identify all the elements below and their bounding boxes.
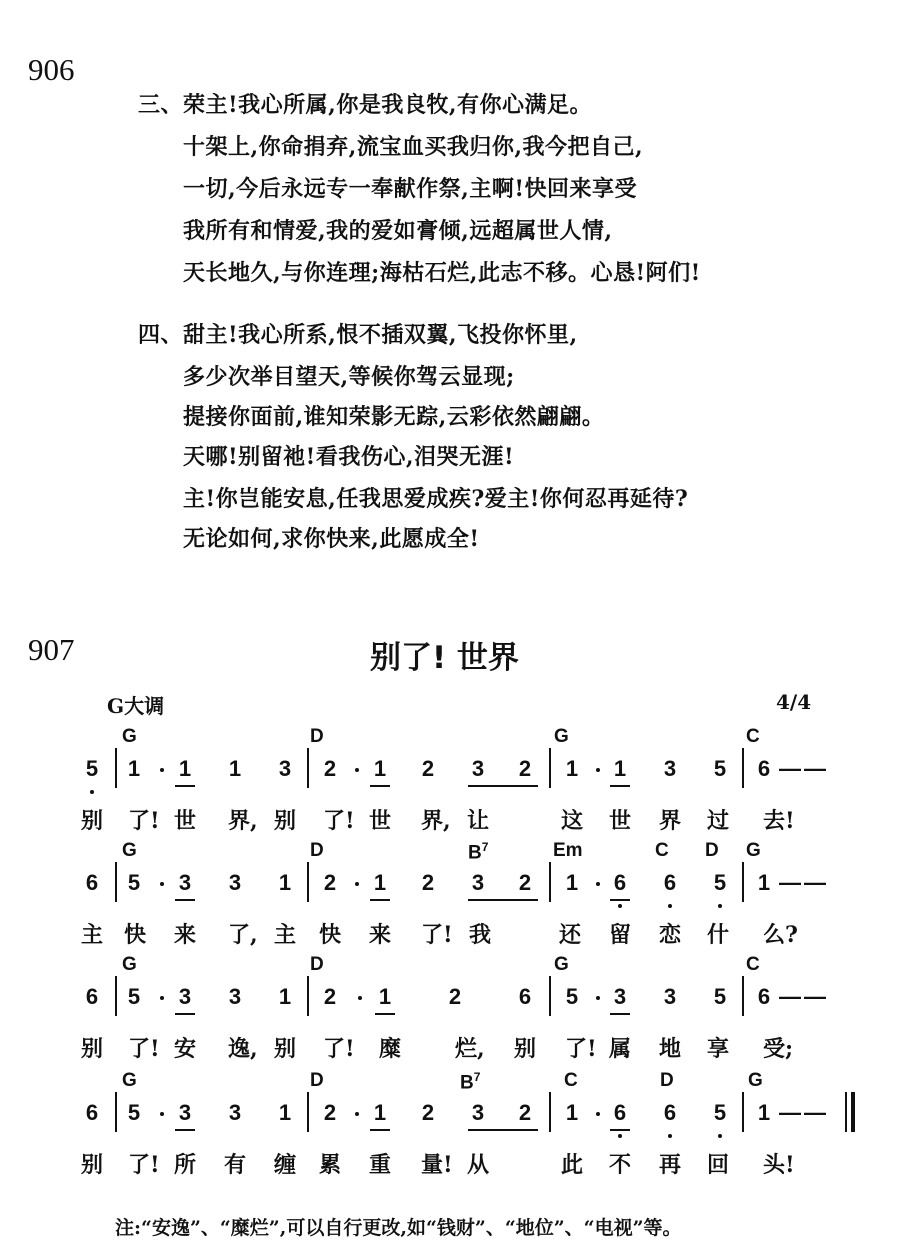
hymn-number-906: 906	[28, 52, 75, 87]
low-octave-dot	[618, 904, 622, 908]
lyric-syllable: 了!	[421, 922, 453, 948]
bar-line	[549, 1092, 551, 1132]
note-digit: 3	[663, 984, 677, 1009]
lyric-syllable: 从	[466, 1152, 489, 1178]
eighth-underline	[175, 1013, 195, 1015]
chord-symbol: C	[564, 1070, 578, 1091]
chord-symbol: D	[310, 726, 324, 747]
lyric-syllable: 别	[273, 1036, 296, 1062]
verse4-line4: 天哪!别留祂!看我伤心,泪哭无涯!	[183, 444, 515, 470]
chord-symbol: $B^7$	[460, 1070, 481, 1094]
note-digit: 5	[85, 756, 99, 781]
lyric-syllable: 别	[273, 808, 296, 834]
lyric-syllable: 来	[368, 922, 391, 948]
footnote: 注:“安逸”、“糜烂”,可以自行更改,如“钱财”、“地位”、“电视”等。	[115, 1217, 682, 1239]
note-digit: 1	[278, 1100, 292, 1125]
note-digit: 1	[127, 756, 141, 781]
lyric-syllable: 地	[658, 1036, 681, 1062]
lyric-syllable: 有	[223, 1152, 246, 1178]
bar-line	[115, 1092, 117, 1132]
chord-symbol: D	[310, 840, 324, 861]
eighth-underline	[610, 899, 630, 901]
note-digit: 1	[178, 756, 192, 781]
eighth-underline	[468, 899, 538, 901]
note-digit: 1	[378, 984, 392, 1009]
lyric-syllable: 了,	[228, 922, 258, 948]
augmentation-dot	[355, 882, 359, 886]
bar-line	[549, 862, 551, 902]
low-octave-dot	[668, 1134, 672, 1138]
bar-line	[549, 748, 551, 788]
eighth-underline	[468, 785, 538, 787]
note-digit: 5	[713, 984, 727, 1009]
chord-symbol: C	[746, 726, 760, 747]
lyric-syllable: 世	[608, 808, 631, 834]
bar-line	[742, 748, 744, 788]
chord-symbol: G	[122, 954, 137, 975]
chord-symbol: D	[310, 954, 324, 975]
note-digit: 5	[713, 756, 727, 781]
note-digit: 1	[373, 756, 387, 781]
chord-symbol: Em	[553, 840, 583, 861]
lyric-syllable: 受;	[763, 1036, 794, 1062]
low-octave-dot	[668, 904, 672, 908]
note-digit: 3	[278, 756, 292, 781]
lyric-syllable: 此	[560, 1152, 583, 1178]
lyric-syllable: 快	[318, 922, 341, 948]
eighth-underline	[375, 1013, 395, 1015]
note-digit: 2	[323, 984, 337, 1009]
verse4-line6: 无论如何,求你快来,此愿成全!	[183, 526, 480, 552]
note-digit: 3	[471, 870, 485, 895]
lyric-syllable: 缠	[273, 1152, 296, 1178]
sustain-dash: —	[779, 1100, 801, 1125]
hymn-title: 别了! 世界	[370, 640, 519, 676]
note-digit: 6	[663, 870, 677, 895]
lyric-syllable: 了!	[323, 1036, 355, 1062]
sustain-dash: —	[779, 870, 801, 895]
lyric-syllable: 来	[173, 922, 196, 948]
eighth-underline	[610, 1013, 630, 1015]
lyric-syllable: 了!	[128, 1036, 160, 1062]
note-digit: 1	[228, 756, 242, 781]
chord-symbol: G	[746, 840, 761, 861]
eighth-underline	[468, 1129, 538, 1131]
low-octave-dot	[90, 790, 94, 794]
note-digit: 1	[565, 756, 579, 781]
note-digit: 1	[757, 1100, 771, 1125]
lyric-syllable: 烂,	[455, 1036, 485, 1062]
verse3-line4: 我所有和情爱,我的爱如膏倾,远超属世人情,	[183, 218, 613, 244]
lyric-syllable: 过	[706, 808, 729, 834]
lyric-syllable: 主	[80, 922, 103, 948]
note-digit: 3	[613, 984, 627, 1009]
lyric-syllable: 回	[706, 1152, 729, 1178]
lyric-syllable: 了!	[128, 808, 160, 834]
lyric-syllable: 属	[608, 1036, 631, 1062]
note-digit: 3	[663, 756, 677, 781]
augmentation-dot	[160, 996, 164, 1000]
note-digit: 1	[278, 984, 292, 1009]
chord-symbol: D	[660, 1070, 674, 1091]
lyric-syllable: 界,	[228, 808, 258, 834]
lyric-syllable: 别	[80, 1152, 103, 1178]
augmentation-dot	[355, 1112, 359, 1116]
note-digit: 3	[228, 1100, 242, 1125]
verse4-line2: 多少次举目望天,等候你驾云显现;	[183, 364, 515, 390]
chord-symbol: D	[310, 1070, 324, 1091]
note-digit: 5	[127, 1100, 141, 1125]
note-digit: 2	[421, 756, 435, 781]
chord-symbol: G	[122, 840, 137, 861]
augmentation-dot	[355, 768, 359, 772]
sustain-dash: —	[779, 984, 801, 1009]
lyric-syllable: 界,	[421, 808, 451, 834]
augmentation-dot	[160, 1112, 164, 1116]
verse4-line1: 四、甜主!我心所系,恨不插双翼,飞投你怀里,	[138, 322, 578, 348]
eighth-underline	[175, 1129, 195, 1131]
sustain-dash: —	[804, 984, 826, 1009]
lyric-syllable: 别	[80, 808, 103, 834]
bar-line	[742, 862, 744, 902]
bar-line	[115, 748, 117, 788]
note-digit: 2	[518, 756, 532, 781]
note-digit: 3	[178, 1100, 192, 1125]
lyric-syllable: 别	[513, 1036, 536, 1062]
lyric-syllable: 所	[173, 1152, 196, 1178]
hymn-number-907: 907	[28, 632, 75, 667]
lyric-syllable: 去!	[763, 808, 795, 834]
low-octave-dot	[718, 904, 722, 908]
note-digit: 2	[448, 984, 462, 1009]
lyric-syllable: 界	[658, 808, 681, 834]
lyric-syllable: 了!	[128, 1152, 160, 1178]
note-digit: 1	[373, 870, 387, 895]
low-octave-dot	[718, 1134, 722, 1138]
note-digit: 5	[127, 984, 141, 1009]
note-digit: 5	[565, 984, 579, 1009]
note-digit: 3	[471, 1100, 485, 1125]
sustain-dash: —	[804, 1100, 826, 1125]
time-signature: 4/4	[776, 690, 812, 714]
note-digit: 1	[757, 870, 771, 895]
lyric-syllable: 我	[468, 922, 491, 948]
bar-line	[115, 976, 117, 1016]
chord-symbol: G	[122, 1070, 137, 1091]
note-digit: 3	[178, 870, 192, 895]
note-digit: 6	[613, 870, 627, 895]
eighth-underline	[610, 1129, 630, 1131]
bar-line	[742, 976, 744, 1016]
note-digit: 6	[757, 984, 771, 1009]
augmentation-dot	[160, 882, 164, 886]
augmentation-dot	[160, 768, 164, 772]
note-digit: 2	[518, 870, 532, 895]
note-digit: 6	[85, 1100, 99, 1125]
bar-line	[307, 862, 309, 902]
note-digit: 1	[565, 870, 579, 895]
bar-line	[742, 1092, 744, 1132]
verse3-line1: 三、荣主!我心所属,你是我良牧,有你心满足。	[138, 92, 592, 118]
note-digit: 6	[663, 1100, 677, 1125]
note-digit: 3	[471, 756, 485, 781]
chord-symbol: C	[655, 840, 669, 861]
bar-line	[307, 976, 309, 1016]
final-bar-thin	[845, 1092, 847, 1132]
augmentation-dot	[596, 768, 600, 772]
chord-symbol: G	[122, 726, 137, 747]
lyric-syllable: 逸,	[228, 1036, 258, 1062]
chord-symbol: G	[554, 954, 569, 975]
lyric-syllable: 了!	[565, 1036, 597, 1062]
lyric-syllable: 什	[706, 922, 729, 948]
note-digit: 1	[565, 1100, 579, 1125]
note-digit: 2	[323, 870, 337, 895]
chord-symbol: G	[554, 726, 569, 747]
bar-line	[307, 748, 309, 788]
eighth-underline	[610, 785, 630, 787]
lyric-syllable: 糜	[378, 1036, 401, 1062]
note-digit: 6	[518, 984, 532, 1009]
note-digit: 5	[713, 1100, 727, 1125]
eighth-underline	[370, 1129, 390, 1131]
verse3-line5: 天长地久,与你连理;海枯石烂,此志不移。心恳!阿们!	[183, 260, 701, 286]
note-digit: 6	[85, 870, 99, 895]
note-digit: 5	[127, 870, 141, 895]
lyric-syllable: 安	[173, 1036, 196, 1062]
bar-line	[549, 976, 551, 1016]
note-digit: 2	[323, 756, 337, 781]
chord-symbol: G	[748, 1070, 763, 1091]
lyric-syllable: 了!	[323, 808, 355, 834]
low-octave-dot	[618, 1134, 622, 1138]
lyric-syllable: 再	[658, 1152, 681, 1178]
lyric-syllable: 让	[466, 808, 489, 834]
note-digit: 6	[757, 756, 771, 781]
eighth-underline	[175, 899, 195, 901]
verse4-line5: 主!你岂能安息,任我思爱成疾?爱主!你何忍再延待?	[183, 486, 689, 512]
lyric-syllable: 享	[706, 1036, 729, 1062]
lyric-syllable: 这	[560, 808, 583, 834]
lyric-syllable: 主	[273, 922, 296, 948]
note-digit: 2	[518, 1100, 532, 1125]
augmentation-dot	[358, 996, 362, 1000]
key-signature: G大调	[107, 694, 165, 718]
eighth-underline	[370, 899, 390, 901]
note-digit: 1	[278, 870, 292, 895]
note-digit: 2	[421, 870, 435, 895]
eighth-underline	[175, 785, 195, 787]
lyric-syllable: 世	[173, 808, 196, 834]
note-digit: 2	[323, 1100, 337, 1125]
augmentation-dot	[596, 996, 600, 1000]
note-digit: 6	[613, 1100, 627, 1125]
lyric-syllable: 恋	[658, 922, 681, 948]
final-bar-thick	[851, 1092, 855, 1132]
eighth-underline	[370, 785, 390, 787]
lyric-syllable: 留	[608, 922, 631, 948]
augmentation-dot	[596, 1112, 600, 1116]
lyric-syllable: 不	[608, 1152, 631, 1178]
lyric-syllable: 重	[368, 1152, 391, 1178]
sustain-dash: —	[779, 756, 801, 781]
lyric-syllable: 么?	[763, 922, 798, 948]
bar-line	[115, 862, 117, 902]
note-digit: 5	[713, 870, 727, 895]
augmentation-dot	[596, 882, 600, 886]
lyric-syllable: 头!	[763, 1152, 795, 1178]
verse3-line2: 十架上,你命捐弃,流宝血买我归你,我今把自己,	[183, 134, 644, 160]
lyric-syllable: 累	[318, 1152, 341, 1178]
sustain-dash: —	[804, 870, 826, 895]
lyric-syllable: 世	[368, 808, 391, 834]
note-digit: 3	[178, 984, 192, 1009]
note-digit: 3	[228, 984, 242, 1009]
note-digit: 6	[85, 984, 99, 1009]
verse4-line3: 提接你面前,谁知荣影无踪,云彩依然翩翩。	[183, 404, 605, 430]
chord-symbol: D	[705, 840, 719, 861]
lyric-syllable: 还	[558, 922, 581, 948]
lyric-syllable: 量!	[421, 1152, 453, 1178]
lyric-syllable: 快	[123, 922, 146, 948]
lyric-syllable: 别	[80, 1036, 103, 1062]
note-digit: 1	[613, 756, 627, 781]
note-digit: 3	[228, 870, 242, 895]
chord-symbol: $B^7$	[468, 840, 489, 864]
chord-symbol: C	[746, 954, 760, 975]
note-digit: 1	[373, 1100, 387, 1125]
note-digit: 2	[421, 1100, 435, 1125]
sustain-dash: —	[804, 756, 826, 781]
verse3-line3: 一切,今后永远专一奉献作祭,主啊!快回来享受	[183, 176, 637, 202]
bar-line	[307, 1092, 309, 1132]
